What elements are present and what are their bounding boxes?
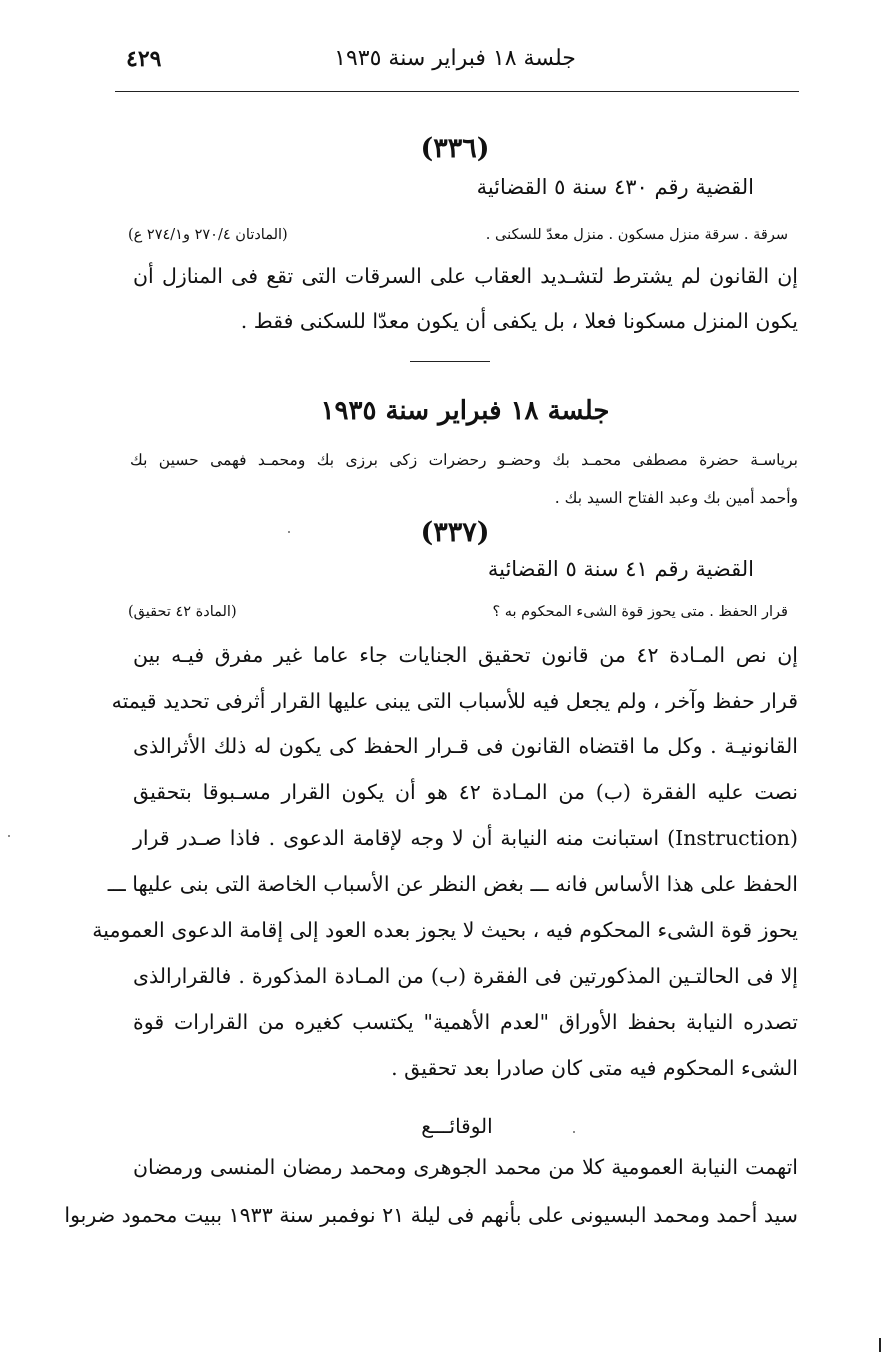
principle-line-337: قرار حفظ وآخر ، ولم يجعل فيه للأسباب التى يبنى عليها القرار أثرفى تحديد قيمته	[111, 689, 798, 713]
page-number: ٤٢٩	[126, 46, 162, 72]
principle-line-337: يحوز قوة الشىء المحكوم فيه ، بحيث لا يجوز بعده العود إلى إقامة الدعوى العمومية	[92, 918, 798, 942]
keywords-337: قرار الحفظ . متى يحوز قوة الشىء المحكوم به ؟	[492, 604, 788, 620]
case-title-336: القضية رقم ٤٣٠ سنة ٥ القضائية	[476, 175, 754, 199]
principle-line-337: القانونيـة . وكل ما اقتضاه القانون فى قـرار الحفظ كى يكون له ذلك الأثرالذى	[133, 734, 798, 758]
ruling-number-336: (٣٣٦)	[420, 133, 490, 164]
facts-heading: الوقائـــع	[421, 1114, 493, 1138]
presidency-line: برياسـة حضرة مصطفى محمـد بك وحضـو رحضرات زكى برزى بك ومحمـد فهمى حسين بك	[130, 451, 798, 469]
section-divider	[410, 361, 490, 362]
presidency-line: وأحمد أمين بك وعبد الفتاح السيد بك .	[554, 489, 798, 507]
facts-line: اتهمت النيابة العمومية كلا من محمد الجوهرى ومحمد رمضان المنسى ورمضان	[133, 1155, 798, 1179]
session-title: جلسة ١٨ فبراير سنة ١٩٣٥	[320, 396, 610, 426]
principle-line-336: يكون المنزل مسكونا فعلا ، بل يكفى أن يكون معدّا للسكنى فقط .	[240, 309, 798, 333]
scan-speck	[8, 835, 10, 837]
principle-line-337: تصدره النيابة بحفظ الأوراق "لعدم الأهمية" يكتسب كغيره من القرارات قوة	[133, 1010, 798, 1034]
principle-line-337: إلا فى الحالتـين المذكورتين فى الفقرة (ب) من المـادة المذكورة . فالقرارالذى	[133, 964, 798, 988]
principle-line-337: إن نص المـادة ٤٢ من قانون تحقيق الجنايات جاء عاما غير مفرق فيـه بين	[133, 643, 798, 667]
page-edge-mark	[879, 1338, 881, 1352]
scan-speck	[573, 1131, 575, 1133]
running-header-session: جلسة ١٨ فبراير سنة ١٩٣٥	[334, 46, 576, 71]
principle-line-337: الشىء المحكوم فيه متى كان صادرا بعد تحقيق .	[391, 1056, 798, 1080]
facts-line: سيد أحمد ومحمد البسيونى على بأنهم فى ليلة ٢١ نوفمبر سنة ١٩٣٣ ببيت محمود ضربوا	[64, 1203, 798, 1227]
principle-line-337: نصت عليه الفقرة (ب) من المـادة ٤٢ هو أن يكون القرار مسـبوقا بتحقيق	[133, 780, 799, 804]
keywords-336: سرقة . سرقة منزل مسكون . منزل معدّ للسكنى .	[485, 227, 788, 243]
principle-line-336: إن القانون لم يشترط لتشـديد العقاب على السرقات التى تقع فى المنازل أن	[133, 264, 798, 288]
scan-speck	[288, 531, 290, 533]
article-reference-337: (المادة ٤٢ تحقيق)	[128, 604, 237, 620]
header-rule	[115, 91, 799, 92]
case-title-337: القضية رقم ٤١ سنة ٥ القضائية	[487, 557, 754, 581]
article-reference-336: (المادتان ٢٧٠/٤ و٢٧٤/١ ع)	[128, 227, 288, 243]
principle-line-337: (Instruction) استبانت منه النيابة أن لا وجه لإقامة الدعوى . فاذا صـدر قرار	[133, 826, 798, 850]
ruling-number-337: (٣٣٧)	[420, 517, 490, 548]
principle-line-337: الحفظ على هذا الأساس فانه ـــ بغض النظر عن الأسباب الخاصة التى بنى عليها ـــ	[107, 872, 798, 896]
